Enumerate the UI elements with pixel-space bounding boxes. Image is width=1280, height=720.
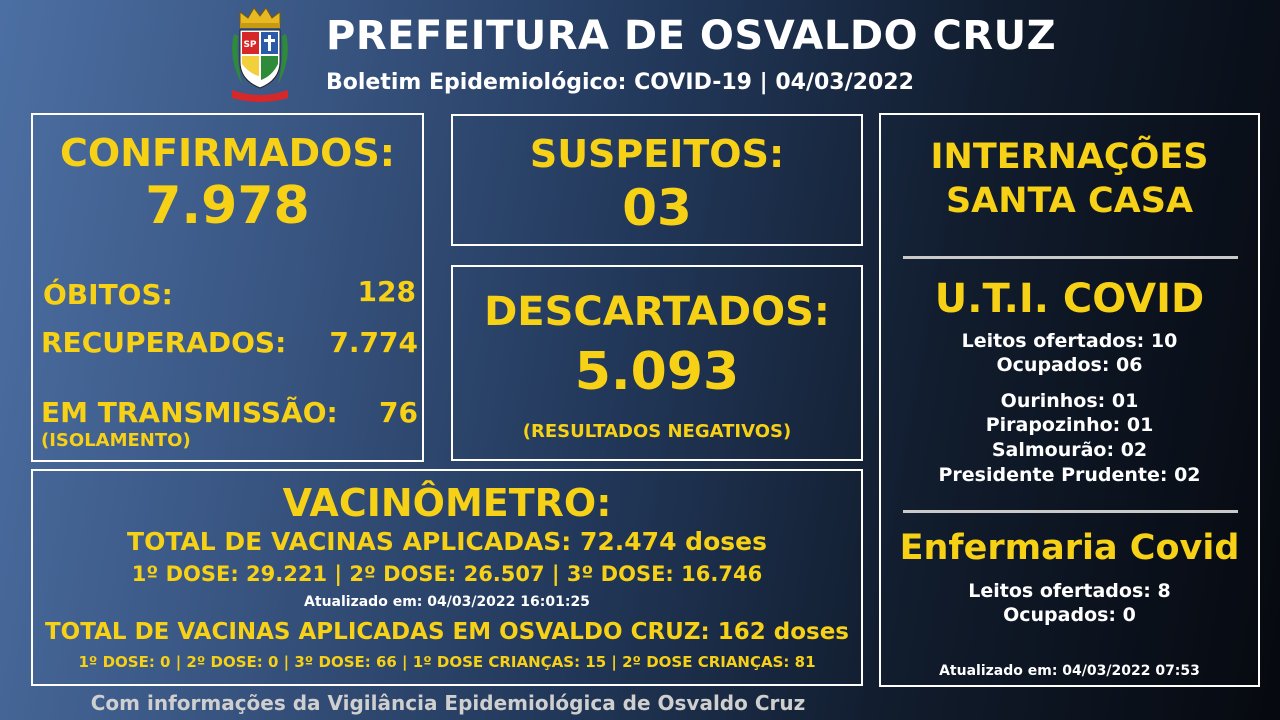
vaccines-oc-total: TOTAL DE VACINAS APLICADAS EM OSVALDO CRUZ: 162 doses <box>44 619 849 645</box>
vaccines-oc-doses: 1º DOSE: 0 | 2º DOSE: 0 | 3º DOSE: 66 | 1º DOSE CRIANÇAS: 15 | 2º DOSE CRIANÇAS: 81 <box>78 653 816 671</box>
ward-beds-occupied: Ocupados: 0 <box>1003 604 1136 626</box>
hospital-panel <box>879 113 1260 687</box>
crest-letters: SP <box>243 40 257 50</box>
confirmed-panel <box>31 113 424 462</box>
city-item: Salmourão: 02 <box>991 439 1148 461</box>
section-divider <box>903 256 1238 259</box>
hospital-title <box>881 135 1258 223</box>
transmission-note: (ISOLAMENTO) <box>41 430 191 451</box>
recovered-label: RECUPERADOS: <box>41 326 287 359</box>
transmission-value: 76 <box>379 396 418 429</box>
vaccines-panel <box>31 469 863 686</box>
discarded-label: DESCARTADOS: <box>484 289 830 335</box>
suspects-panel <box>451 114 863 246</box>
page-title: PREFEITURA DE OSVALDO CRUZ <box>326 13 1057 59</box>
uti-beds-offered: Leitos ofertados: 10 <box>961 330 1178 352</box>
section-divider <box>903 510 1238 513</box>
confirmed-label: CONFIRMADOS: <box>60 131 395 175</box>
ward-title: Enfermaria Covid <box>899 528 1240 568</box>
recovered-value: 7.774 <box>329 326 418 359</box>
transmission-label: EM TRANSMISSÃO: <box>41 396 338 429</box>
city-item: Ourinhos: 01 <box>1000 390 1139 412</box>
discarded-note: (RESULTADOS NEGATIVOS) <box>522 421 792 442</box>
confirmed-value: 7.978 <box>145 176 310 236</box>
vaccines-doses: 1º DOSE: 29.221 | 2º DOSE: 26.507 | 3º DOSE: 16.746 <box>131 562 763 586</box>
page-subtitle: Boletim Epidemiológico: COVID-19 | 04/03/2022 <box>326 70 914 95</box>
city-crest-logo <box>228 4 292 108</box>
vaccines-total: TOTAL DE VACINAS APLICADAS: 72.474 doses <box>127 527 767 556</box>
hospital-title-line1: INTERNAÇÕES <box>930 137 1209 177</box>
city-item: Presidente Prudente: 02 <box>938 464 1201 486</box>
discarded-value: 5.093 <box>574 342 740 402</box>
deaths-label: ÓBITOS: <box>43 278 173 311</box>
vaccines-updated: Atualizado em: 04/03/2022 16:01:25 <box>304 594 590 610</box>
suspects-value: 03 <box>622 179 692 237</box>
uti-title: U.T.I. COVID <box>934 276 1205 322</box>
vaccines-title: VACINÔMETRO: <box>282 481 612 525</box>
hospital-updated: Atualizado em: 04/03/2022 07:53 <box>939 663 1200 679</box>
hospital-title-line2: SANTA CASA <box>945 181 1194 221</box>
suspects-label: SUSPEITOS: <box>529 132 785 176</box>
footer-source: Com informações da Vigilância Epidemiológica de Osvaldo Cruz <box>90 691 806 715</box>
ward-beds-offered: Leitos ofertados: 8 <box>968 580 1171 602</box>
uti-beds-occupied: Ocupados: 06 <box>996 354 1143 376</box>
deaths-value: 128 <box>357 275 416 308</box>
discarded-panel <box>451 265 863 461</box>
city-item: Pirapozinho: 01 <box>985 414 1154 436</box>
